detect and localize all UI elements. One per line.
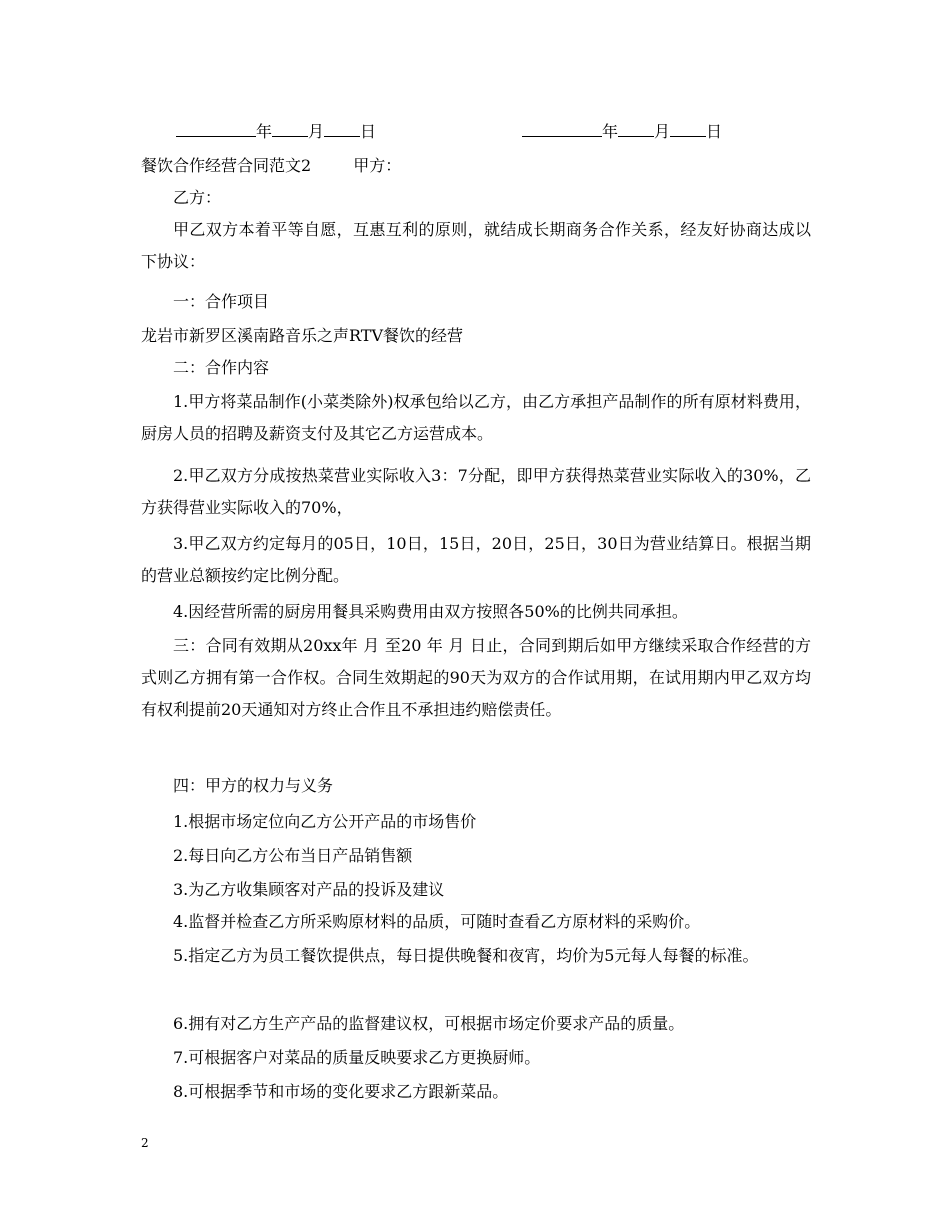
page-number: 2 bbox=[141, 1136, 149, 1150]
section-heading: 四：甲方的权力与义务 bbox=[173, 776, 334, 795]
signature-date-right bbox=[522, 116, 722, 144]
clause-paragraph: 2.甲乙双方分成按热菜营业实际收入3：7分配，即甲方获得热菜营业实际收入的30%，乙方获得营业实际收入的70%， bbox=[141, 466, 811, 517]
section-heading: 二：合作内容 bbox=[173, 358, 270, 377]
clause-paragraph: 3.甲乙双方约定每月的05日，10日，15日，20日，25日，30日为营业结算日。根据当期的营业总额按约定比例分配。 bbox=[141, 534, 811, 585]
clause-paragraph: 8.可根据季节和市场的变化要求乙方跟新菜品。 bbox=[173, 1082, 509, 1101]
preamble-paragraph: 甲乙双方本着平等自愿，互惠互利的原则，就结成长期商务合作关系，经友好协商达成以下协议： bbox=[141, 220, 811, 271]
clause-paragraph: 7.可根据客户对菜品的质量反映要求乙方更换厨师。 bbox=[173, 1048, 541, 1067]
day-label: 日 bbox=[706, 122, 723, 141]
title-line bbox=[141, 150, 811, 182]
clause-paragraph: 4.因经营所需的厨房用餐具采购费用由双方按照各50%的比例共同承担。 bbox=[173, 602, 688, 621]
project-description: 龙岩市新罗区溪南路音乐之声RTV餐饮的经营 bbox=[141, 326, 463, 345]
day-label: 日 bbox=[360, 122, 377, 141]
signature-date-left bbox=[176, 116, 376, 144]
term-paragraph: 三：合同有效期从20xx年 月 至20 年 月 日止，合同到期后如甲方继续采取合作经营的方式则乙方拥有第一合作权。合同生效期起的90天为双方的合作试用期，在试用期内甲乙双方均有权利提前20天通知对方终止合作且不承担违约赔偿责任。 bbox=[141, 636, 811, 719]
section-heading: 一：合作项目 bbox=[173, 292, 270, 311]
month-label: 月 bbox=[308, 122, 325, 141]
clause-paragraph: 2.每日向乙方公布当日产品销售额 bbox=[173, 846, 413, 865]
day-blank bbox=[324, 116, 360, 137]
party-a-label: 甲方： bbox=[353, 156, 402, 175]
day-blank bbox=[670, 116, 706, 137]
year-label: 年 bbox=[602, 122, 619, 141]
month-blank bbox=[272, 116, 308, 137]
month-label: 月 bbox=[654, 122, 671, 141]
clause-paragraph: 5.指定乙方为员工餐饮提供点，每日提供晚餐和夜宵，均价为5元每人每餐的标准。 bbox=[173, 946, 759, 965]
clause-paragraph: 1.根据市场定位向乙方公开产品的市场售价 bbox=[173, 812, 477, 831]
year-label: 年 bbox=[256, 122, 273, 141]
year-blank bbox=[522, 116, 602, 137]
clause-paragraph: 1.甲方将菜品制作(小菜类除外)权承包给以乙方，由乙方承担产品制作的所有原材料费用，厨房人员的招聘及薪资支付及其它乙方运营成本。 bbox=[141, 392, 811, 443]
party-b-label: 乙方： bbox=[173, 188, 222, 207]
document-title: 餐饮合作经营合同范文2 bbox=[141, 156, 312, 175]
month-blank bbox=[618, 116, 654, 137]
year-blank bbox=[176, 116, 256, 137]
clause-paragraph: 6.拥有对乙方生产产品的监督建议权，可根据市场定价要求产品的质量。 bbox=[173, 1014, 685, 1033]
clause-paragraph: 4.监督并检查乙方所采购原材料的品质，可随时查看乙方原材料的采购价。 bbox=[173, 912, 701, 931]
clause-paragraph: 3.为乙方收集顾客对产品的投诉及建议 bbox=[173, 880, 445, 899]
